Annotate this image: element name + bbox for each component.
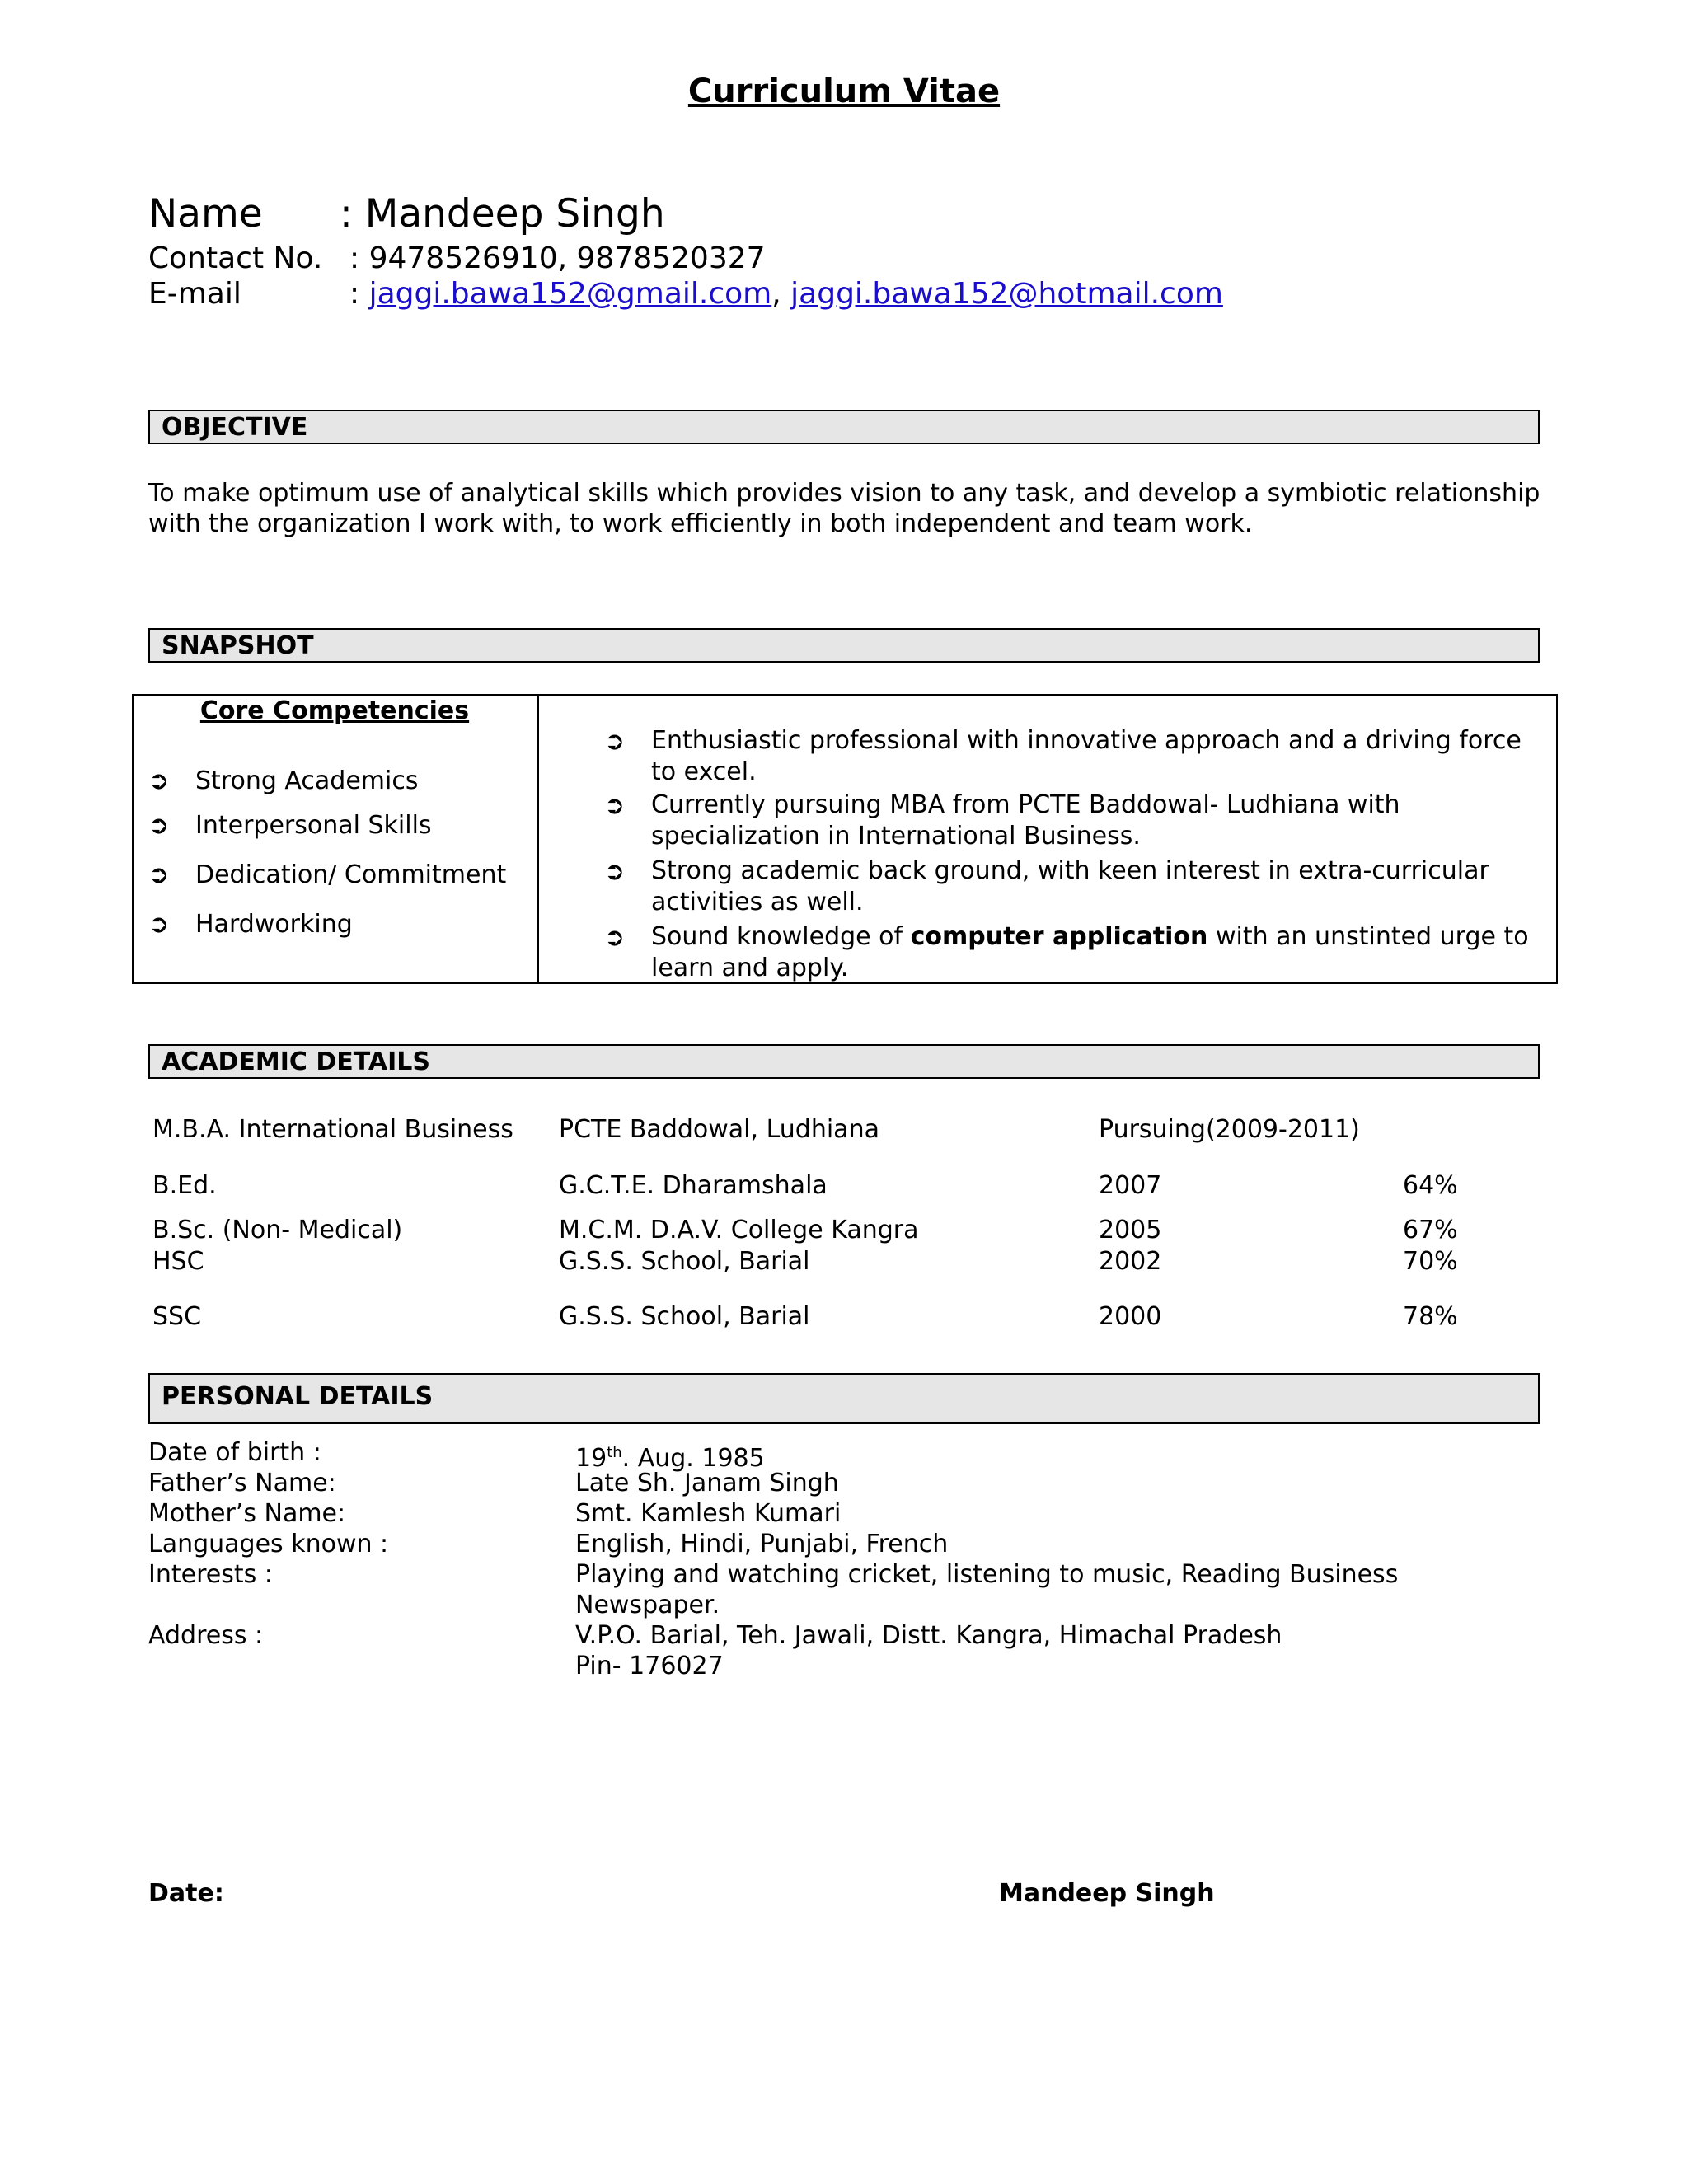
point-bold-text: computer application	[910, 922, 1208, 951]
arrow-bullet-icon: ➲	[604, 727, 626, 756]
contact-value: : 9478526910, 9878520327	[349, 241, 766, 275]
name-row	[148, 191, 665, 237]
competency-item: Hardworking	[195, 910, 353, 939]
academic-degree: HSC	[152, 1247, 204, 1276]
email-label: E-mail	[148, 277, 241, 311]
competency-item: Interpersonal Skills	[195, 811, 432, 840]
arrow-bullet-icon: ➲	[148, 910, 170, 939]
signature-name: Mandeep Singh	[999, 1879, 1215, 1908]
address-line-2: Pin- 176027	[575, 1652, 724, 1680]
personal-heading: PERSONAL DETAILS	[148, 1373, 1540, 1424]
academic-institution: G.C.T.E. Dharamshala	[559, 1171, 828, 1200]
academic-year: 2007	[1099, 1171, 1162, 1200]
arrow-bullet-icon: ➲	[604, 791, 626, 820]
point-text: with an unstinted urge to learn and apply.	[651, 922, 1529, 982]
name-value: : Mandeep Singh	[340, 191, 665, 237]
arrow-bullet-icon: ➲	[148, 860, 170, 889]
core-competencies-title: Core Competencies	[199, 696, 470, 725]
academic-heading: ACADEMIC DETAILS	[148, 1044, 1540, 1079]
snapshot-point: Currently pursuing MBA from PCTE Baddowal- Ludhiana with specialization in International Business.	[651, 790, 1400, 851]
arrow-bullet-icon: ➲	[148, 811, 170, 840]
dob-label: Date of birth :	[148, 1438, 321, 1467]
address-line-1: V.P.O. Barial, Teh. Jawali, Distt. Kangra, Himachal Pradesh	[575, 1621, 1282, 1650]
dob-rest: . Aug. 1985	[621, 1444, 765, 1473]
languages-label: Languages known :	[148, 1530, 389, 1558]
snapshot-heading: SNAPSHOT	[148, 628, 1540, 663]
academic-year: 2005	[1099, 1216, 1162, 1244]
contact-label: Contact No.	[148, 241, 323, 275]
name-label: Name	[148, 191, 263, 237]
academic-year: Pursuing(2009-2011)	[1099, 1115, 1360, 1144]
competency-item: Strong Academics	[195, 766, 419, 795]
academic-degree: M.B.A. International Business	[152, 1115, 513, 1144]
snapshot-point: Enthusiastic professional with innovative approach and a driving force to excel.	[651, 726, 1522, 786]
academic-year: 2002	[1099, 1247, 1162, 1276]
academic-institution: G.S.S. School, Barial	[559, 1247, 810, 1276]
academic-year: 2000	[1099, 1302, 1162, 1331]
contact-row	[148, 241, 766, 275]
interests-label: Interests :	[148, 1560, 273, 1589]
father-value: Late Sh. Janam Singh	[575, 1469, 839, 1497]
address-label: Address :	[148, 1621, 264, 1650]
email-link-gmail[interactable]: jaggi.bawa152@gmail.com	[368, 277, 772, 311]
interests-value: Playing and watching cricket, listening to music, Reading Business Newspaper.	[575, 1560, 1399, 1619]
academic-institution: PCTE Baddowal, Ludhiana	[559, 1115, 879, 1144]
arrow-bullet-icon: ➲	[604, 857, 626, 886]
academic-degree: B.Ed.	[152, 1171, 217, 1200]
snapshot-point: Strong academic back ground, with keen interest in extra-curricular activities as well.	[651, 856, 1489, 916]
academic-institution: G.S.S. School, Barial	[559, 1302, 810, 1331]
academic-score: 70%	[1403, 1247, 1458, 1276]
objective-heading: OBJECTIVE	[148, 410, 1540, 444]
email-separator: :	[349, 277, 360, 311]
email-link-hotmail[interactable]: jaggi.bawa152@hotmail.com	[790, 277, 1223, 311]
email-comma: ,	[771, 277, 781, 311]
arrow-bullet-icon: ➲	[604, 923, 626, 952]
date-label: Date:	[148, 1879, 224, 1908]
snapshot-divider	[537, 694, 539, 984]
academic-score: 78%	[1403, 1302, 1458, 1331]
academic-score: 67%	[1403, 1216, 1458, 1244]
arrow-bullet-icon: ➲	[148, 766, 170, 795]
languages-value: English, Hindi, Punjabi, French	[575, 1530, 949, 1558]
email-row	[148, 277, 1223, 311]
competency-item: Dedication/ Commitment	[195, 860, 507, 889]
mother-label: Mother’s Name:	[148, 1499, 346, 1528]
mother-value: Smt. Kamlesh Kumari	[575, 1499, 842, 1528]
academic-degree: B.Sc. (Non- Medical)	[152, 1216, 403, 1244]
dob-suffix: th	[607, 1444, 622, 1461]
academic-score: 64%	[1403, 1171, 1458, 1200]
academic-degree: SSC	[152, 1302, 202, 1331]
academic-institution: M.C.M. D.A.V. College Kangra	[559, 1216, 919, 1244]
objective-text: To make optimum use of analytical skills which provides vision to any task, and develop a symbiotic relationship with the organization I work with, to work efficiently in both independent and team work.	[148, 479, 1540, 538]
page-title: Curriculum Vitae	[687, 73, 1001, 110]
father-label: Father’s Name:	[148, 1469, 336, 1497]
point-text: Sound knowledge of	[651, 922, 911, 951]
snapshot-point	[651, 921, 1541, 984]
dob-day: 19	[575, 1444, 607, 1473]
